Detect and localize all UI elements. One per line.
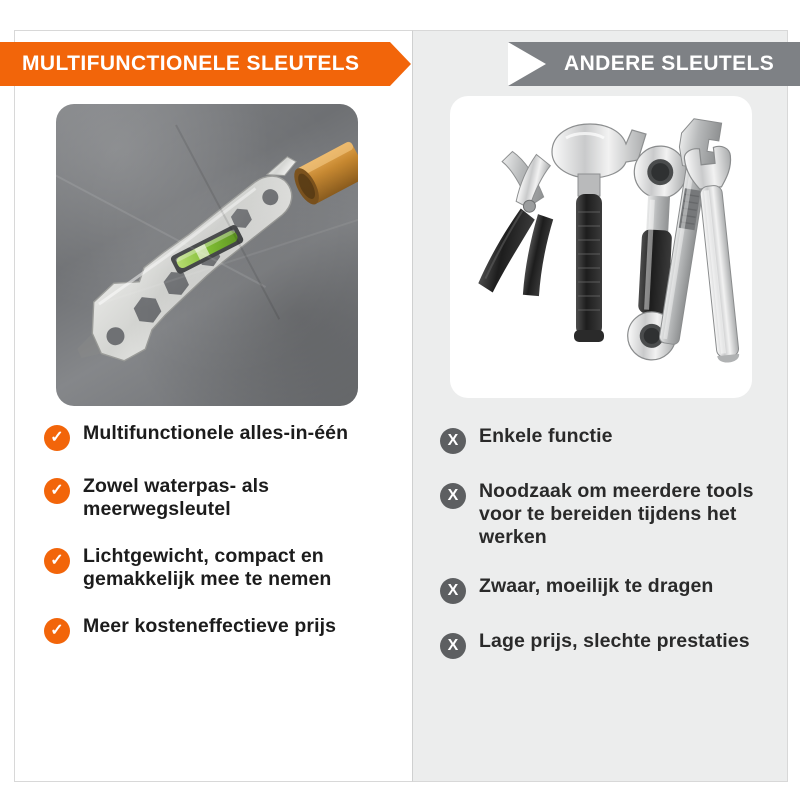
list-item (44, 615, 394, 644)
feature-text: Zwaar, moeilijk te dragen (479, 575, 714, 597)
list-item (440, 630, 776, 659)
list-item (44, 545, 394, 591)
feature-text: Zowel waterpas- als meerwegsleutel (83, 475, 270, 520)
hammer (552, 124, 646, 342)
feature-text: Enkele functie (479, 425, 613, 447)
check-icon: ✓ (44, 478, 70, 504)
left-ribbon-label: MULTIFUNCTIONELE SLEUTELS (22, 52, 360, 75)
feature-text: Multifunctionele alles-in-één (83, 422, 349, 444)
right-ribbon-title (508, 42, 800, 86)
multifunction-wrench-image (56, 104, 358, 406)
right-feature-list (440, 425, 776, 685)
feature-text: Lichtgewicht, compact en gemakkelijk mee te nemen (83, 545, 332, 590)
left-ribbon-title (0, 42, 390, 86)
list-item (44, 422, 394, 451)
feature-text: Lage prijs, slechte prestaties (479, 630, 750, 652)
tools-illustration (450, 96, 752, 398)
check-icon: ✓ (44, 618, 70, 644)
list-item (44, 475, 394, 521)
list-item (440, 575, 776, 604)
open-end-wrench (684, 145, 752, 365)
check-icon: ✓ (44, 425, 70, 451)
cross-icon: X (440, 428, 466, 454)
list-item (440, 480, 776, 549)
other-tools-image (450, 96, 752, 398)
list-item (440, 425, 776, 454)
left-feature-list (44, 422, 394, 668)
cross-icon: X (440, 578, 466, 604)
cross-icon: X (440, 633, 466, 659)
cross-icon: X (440, 483, 466, 509)
check-icon: ✓ (44, 548, 70, 574)
feature-text: Meer kosteneffectieve prijs (83, 615, 337, 637)
feature-text: Noodzaak om meerdere tools voor te bereiden tijdens het werken (479, 480, 754, 548)
pliers (475, 148, 568, 302)
right-ribbon-label: ANDERE SLEUTELS (564, 52, 775, 75)
